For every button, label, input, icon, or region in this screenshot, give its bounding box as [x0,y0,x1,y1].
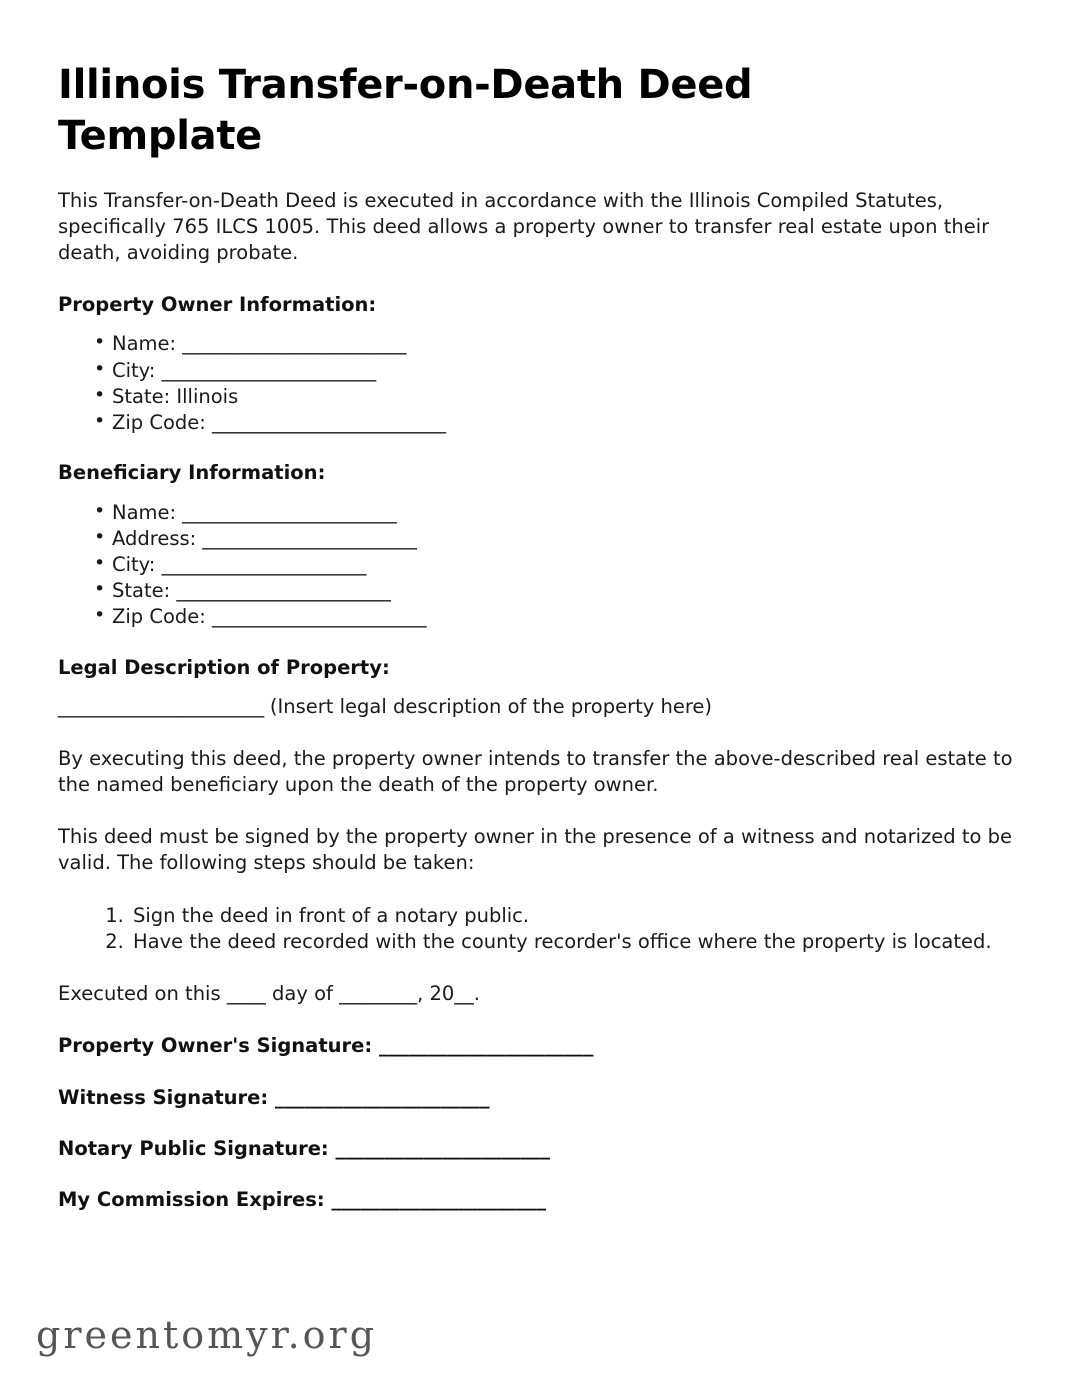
list-item: • State: ______________________ [112,578,1013,604]
legal-description-blank-row [58,694,1013,720]
list-item: • State: Illinois [112,384,1013,410]
page-title: Illinois Transfer-on-Death Deed Template [58,62,753,159]
list-item: • Zip Code: ________________________ [112,410,1013,436]
list-item: • Address: ______________________ [112,526,1013,552]
property-owner-field-list [58,331,1013,436]
signing-requirements-paragraph: This deed must be signed by the property owner in the presence of a witness and notarized to be valid. The following steps should be taken: [58,825,1013,875]
witness-signature-line: Witness Signature: ______________________ [58,1085,490,1109]
notary-public-signature-line: Notary Public Signature: ______________________ [58,1136,551,1160]
legal-description-blank: ______________________ [58,694,264,718]
commission-expires-line: My Commission Expires: ______________________ [58,1188,546,1212]
list-item: • Zip Code: ______________________ [112,604,1013,630]
footer-watermark: greentomyr.org [36,1313,378,1357]
legal-description-note: (Insert legal description of the property here) [269,694,713,718]
list-item: • Name: _______________________ [112,331,1013,357]
list-item: • Name: ______________________ [112,500,1013,526]
intro-paragraph: This Transfer-on-Death Deed is executed in accordance with the Illinois Compiled Statutes, specifically 765 ILCS 1005. This deed allows a property owner to transfer real estate upon their death, avoiding probate. [58,188,990,264]
property-owner-signature-line: Property Owner's Signature: ______________________ [58,1034,594,1058]
section-heading-legal-description: Legal Description of Property: [58,655,390,679]
executed-on-line: Executed on this ____ day of ________, 20__. [58,982,480,1006]
section-heading-beneficiary: Beneficiary Information: [58,461,326,485]
list-item: • City: _____________________ [112,552,1013,578]
list-item: 1. Sign the deed in front of a notary public. [130,903,1013,929]
intent-paragraph: By executing this deed, the property owner intends to transfer the above-described real estate to the named beneficiary upon the death of the property owner. [58,747,1013,797]
beneficiary-field-list [58,500,1013,631]
section-heading-property-owner: Property Owner Information: [58,292,377,316]
list-item: • City: ______________________ [112,358,1013,384]
list-item: 2. Have the deed recorded with the county recorder's office where the property is located. [130,929,1013,955]
steps-list [58,903,1013,955]
